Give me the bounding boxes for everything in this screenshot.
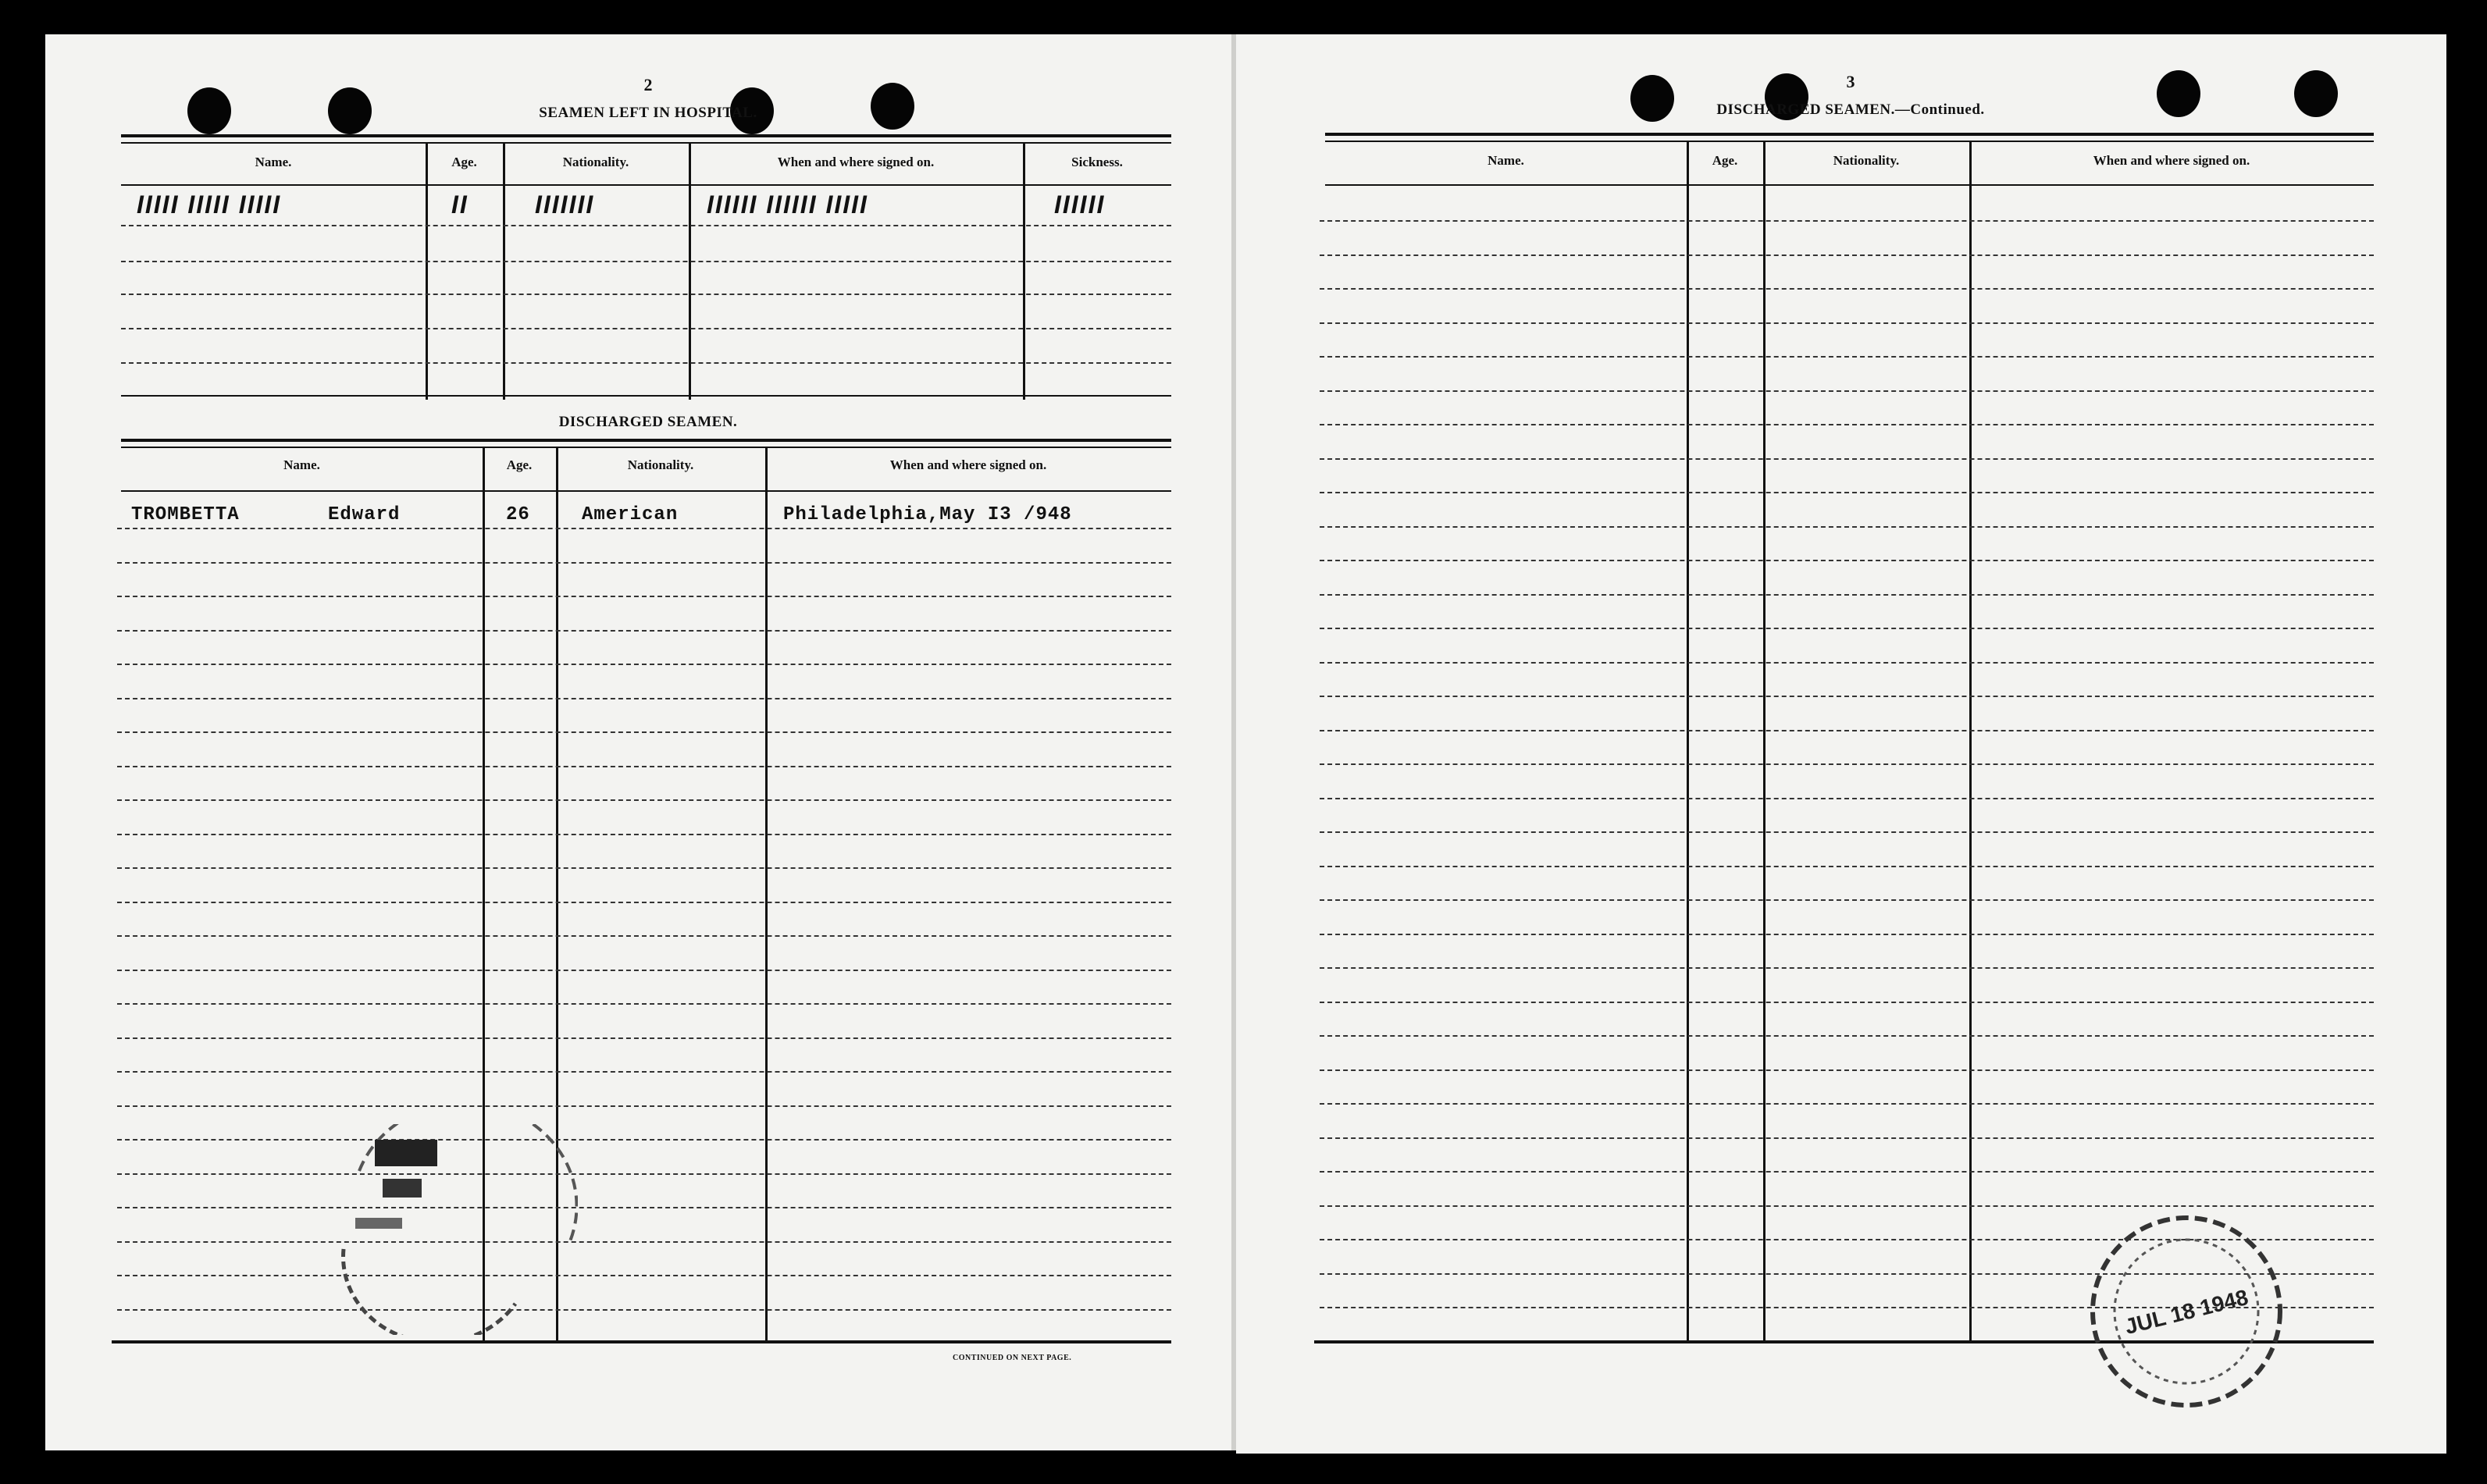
punch-hole-icon (187, 87, 231, 134)
ruled-line (1320, 356, 2374, 358)
hospital-header-age: Age. (451, 155, 477, 169)
ruled-line (1320, 492, 2374, 493)
discharged-row-age: 26 (506, 504, 530, 525)
hospital-mark-name: IIIII IIIII IIIII (137, 190, 282, 219)
postmark-stamp-icon (312, 1124, 578, 1335)
ruled-line (117, 630, 1171, 632)
hospital-mark-signed-on: IIIIII IIIIII IIIII (707, 190, 868, 219)
ruled-line (117, 1275, 1171, 1276)
page-gutter (1231, 34, 1236, 1450)
ruled-line (117, 1105, 1171, 1107)
ruled-line (117, 1071, 1171, 1073)
left-page (45, 34, 1231, 1450)
hospital-section-title: SEAMEN LEFT IN HOSPITAL. (539, 105, 757, 121)
hospital-header-nationality: Nationality. (562, 155, 629, 169)
ruled-line (1320, 730, 2374, 731)
ruled-line (1320, 594, 2374, 596)
page-number-left: 2 (643, 75, 653, 94)
ruled-line (1320, 763, 2374, 765)
ruled-line (1320, 967, 2374, 969)
ruled-line (117, 935, 1171, 937)
hospital-header-signed-on: When and where signed on. (777, 155, 935, 169)
ruled-line (1320, 526, 2374, 528)
discharged-header-age: Age. (506, 457, 533, 472)
ruled-line (1320, 662, 2374, 664)
postmark-stamp-icon (2077, 1194, 2296, 1429)
discharged-row-signed-on: Philadelphia,May I3 /948 (783, 504, 1072, 525)
discharged-row-surname: TROMBETTA (131, 504, 240, 525)
continued-header-name: Name. (1488, 153, 1524, 168)
discharged-header-signed-on: When and where signed on. (889, 457, 1047, 472)
ruled-line (1320, 1069, 2374, 1071)
punch-hole-icon (328, 87, 372, 134)
ruled-line (117, 1241, 1171, 1243)
ruled-line (1320, 1002, 2374, 1003)
discharged-header-name: Name. (283, 457, 320, 472)
discharged-row-nationality: American (582, 504, 679, 525)
discharged-header-nationality: Nationality. (627, 457, 694, 472)
ruled-line (117, 1003, 1171, 1005)
ruled-line (117, 562, 1171, 564)
hospital-mark-sickness: IIIIII (1054, 190, 1106, 219)
ruled-line (117, 698, 1171, 699)
ruled-line (117, 1173, 1171, 1175)
ruled-line (117, 1139, 1171, 1141)
ruled-line (1320, 696, 2374, 697)
ruled-line (117, 1037, 1171, 1039)
ruled-line (117, 664, 1171, 665)
ruled-line (1320, 322, 2374, 324)
ruled-line (117, 528, 1171, 529)
ruled-line (1320, 798, 2374, 799)
ruled-line (117, 970, 1171, 971)
ruled-line (1320, 288, 2374, 290)
punch-hole-icon (2294, 70, 2338, 117)
ruled-line (117, 731, 1171, 733)
hospital-header-sickness: Sickness. (1071, 155, 1123, 169)
ruled-line (1320, 390, 2374, 392)
continued-header-age: Age. (1712, 153, 1738, 168)
ruled-line (117, 799, 1171, 801)
ruled-line (117, 596, 1171, 597)
ruled-line (1320, 1103, 2374, 1105)
ruled-line (1320, 899, 2374, 901)
ruled-line (117, 867, 1171, 869)
ruled-line (1320, 866, 2374, 867)
ruled-line (1320, 560, 2374, 561)
page-number-right: 3 (1846, 72, 1855, 91)
hospital-mark-nationality: IIIIIII (535, 190, 595, 219)
ruled-line (1320, 424, 2374, 425)
punch-hole-icon (2157, 70, 2200, 117)
ruled-line (117, 902, 1171, 903)
ruled-line (1320, 628, 2374, 629)
discharged-row-given-name: Edward (328, 504, 401, 525)
ruled-line (1320, 831, 2374, 833)
ruled-line (117, 834, 1171, 835)
ruled-line (1320, 220, 2374, 222)
ruled-line (117, 1309, 1171, 1311)
ruled-line (117, 766, 1171, 767)
continued-header-nationality: Nationality. (1833, 153, 1900, 168)
punch-hole-icon (871, 83, 914, 130)
continued-section-title: DISCHARGED SEAMEN.—Continued. (1716, 101, 1985, 118)
ruled-line (1320, 1171, 2374, 1173)
stamp-date: JUL 18 1948 (2122, 1284, 2251, 1340)
hospital-header-name: Name. (255, 155, 292, 169)
ruled-line (1320, 1035, 2374, 1037)
ruled-line (1320, 934, 2374, 935)
continued-note: CONTINUED ON NEXT PAGE. (953, 1354, 1072, 1362)
ruled-line (117, 1207, 1171, 1208)
ruled-line (1320, 458, 2374, 460)
hospital-mark-age: II (451, 190, 469, 219)
continued-header-signed-on: When and where signed on. (2093, 153, 2250, 168)
ruled-line (1320, 1137, 2374, 1139)
discharged-section-title: DISCHARGED SEAMEN. (558, 414, 738, 430)
ruled-line (1320, 254, 2374, 256)
